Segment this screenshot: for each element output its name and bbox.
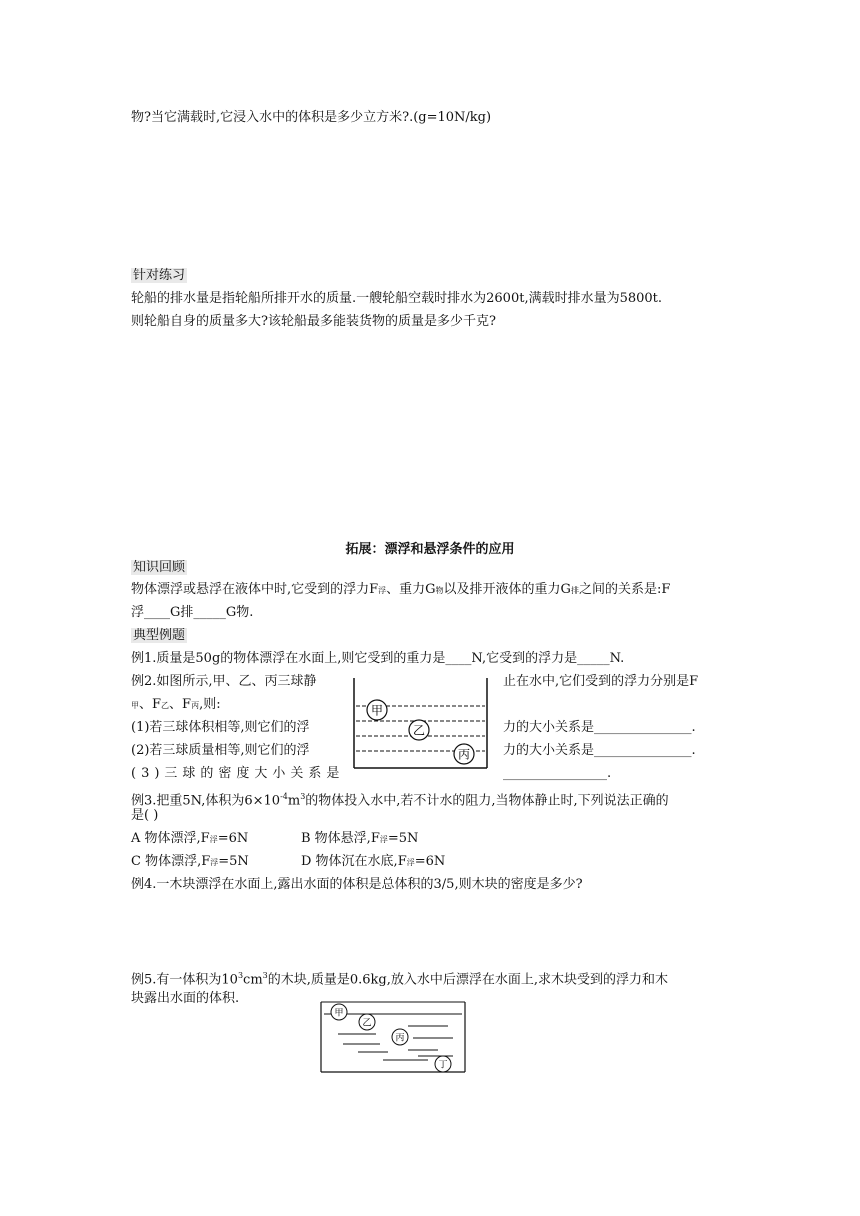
option-a: A 物体漂浮,F浮=6N [131, 831, 249, 846]
option-c: C 物体漂浮,F浮=5N [131, 854, 249, 869]
text-line: (2)若三球质量相等,则它们的浮 [131, 743, 310, 758]
ball-label: 丁 [438, 1060, 448, 1071]
text-line: (3)三球的密度大小关系是 [131, 766, 345, 781]
practice-heading: 针对练习 [133, 268, 186, 283]
text-line: ________________. [503, 766, 612, 781]
text-line: 则轮船自身的质量多大?该轮船最多能装货物的质量是多少千克? [131, 314, 496, 329]
examples-heading: 典型例题 [133, 628, 186, 643]
example-1: 例1.质量是50g的物体漂浮在水面上,则它受到的重力是____N,它受到的浮力是_____N. [131, 651, 625, 666]
text-line: 浮____G排_____G物. [131, 605, 254, 620]
section-title: 拓展：漂浮和悬浮条件的应用 [345, 542, 515, 557]
text-line: 物体漂浮或悬浮在液体中时,它受到的浮力F浮、重力G物以及排开液体的重力G排之间的关系是:F [131, 582, 671, 597]
text-line: 止在水中,它们受到的浮力分别是F [503, 674, 699, 689]
option-b: B 物体悬浮,F浮=5N [301, 831, 419, 846]
text-line: 例5.有一体积为$10^3cm^3$的木块,质量是0.6kg,放入水中后漂浮在水面上,求木块受到的浮力和木 [131, 971, 669, 988]
option-d: D 物体沉在水底,F浮=6N [301, 854, 446, 869]
ball-label: 甲 [370, 703, 384, 718]
three-balls-figure [350, 676, 495, 772]
text-line: 甲、F乙、F丙,则: [131, 697, 221, 712]
ball-label: 乙 [412, 723, 426, 738]
text-line: 块露出水面的体积. [131, 991, 240, 1006]
text-line: 力的大小关系是_______________. [503, 720, 696, 735]
text-line: 轮船的排水量是指轮船所排开水的质量.一艘轮船空载时排水为2600t,满载时排水量为5800t. [131, 291, 663, 306]
ball-label: 丙 [395, 1033, 405, 1044]
text-line: 例3.把重5N,体积为$6\times 10^{-4}m^3$的物体投入水中,若不计水的阻力,当物体静止时,下列说法正确的 [131, 792, 669, 809]
ball-label: 乙 [362, 1018, 372, 1029]
four-balls-figure [318, 1000, 468, 1075]
example-4: 例4.一木块漂浮在水面上,露出水面的体积是总体积的3/5,则木块的密度是多少? [131, 877, 583, 892]
text-line: 是( ) [131, 808, 159, 823]
text-line: 物?当它满载时,它浸入水中的体积是多少立方米?.(g=10N/kg) [131, 110, 492, 125]
review-heading: 知识回顾 [133, 560, 186, 575]
text-line: (1)若三球体积相等,则它们的浮 [131, 720, 310, 735]
ball-label: 甲 [334, 1008, 344, 1019]
text-line: 例2.如图所示,甲、乙、丙三球静 [131, 674, 317, 689]
ball-label: 丙 [457, 747, 471, 762]
text-line: 力的大小关系是_______________. [503, 743, 696, 758]
